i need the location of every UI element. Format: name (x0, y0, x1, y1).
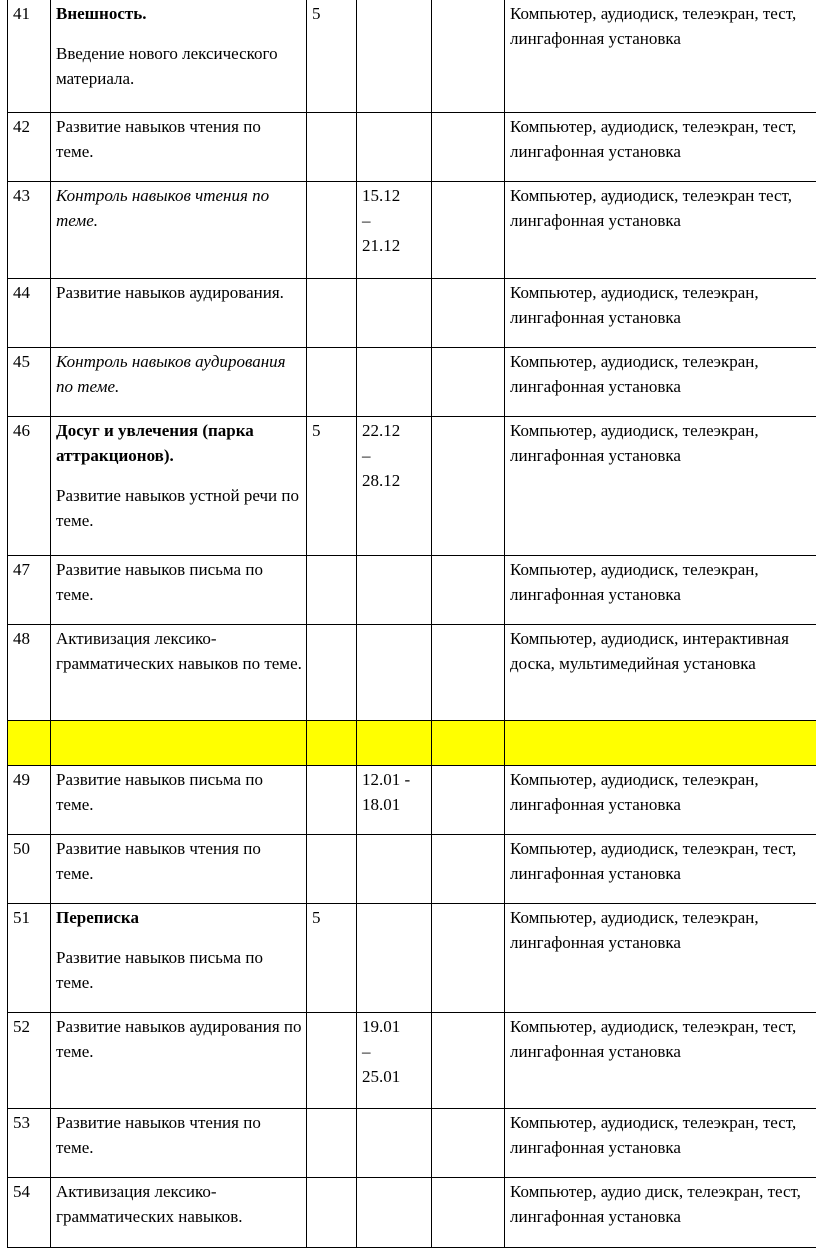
empty-cell (432, 0, 505, 113)
lesson-number: 53 (8, 1109, 51, 1178)
dates-cell (357, 0, 432, 113)
empty-cell (432, 904, 505, 1013)
table-row (8, 417, 816, 556)
lesson-topic-cell (51, 279, 307, 348)
dates-cell (357, 182, 432, 279)
hours-count (307, 625, 357, 721)
lesson-number: 52 (8, 1013, 51, 1109)
empty-cell (432, 556, 505, 625)
lesson-topic-cell (51, 904, 307, 1013)
lesson-description: Развитие навыков чтения по теме. (56, 114, 302, 164)
lesson-topic-cell (51, 417, 307, 556)
table-row (8, 348, 816, 417)
equipment-list: Компьютер, аудиодиск, телеэкран, лингафонная установка (505, 556, 816, 625)
lesson-number: 48 (8, 625, 51, 721)
empty-cell (432, 1178, 505, 1248)
hours-count: 5 (307, 417, 357, 556)
lesson-description: Активизация лексико-грамматических навыков. (56, 1179, 302, 1229)
table-row (8, 556, 816, 625)
hours-count (307, 1013, 357, 1109)
date-line: 15.12 (362, 183, 427, 208)
lesson-topic-cell (51, 182, 307, 279)
lesson-topic-cell (51, 556, 307, 625)
lesson-description: Развитие навыков чтения по теме. (56, 1110, 302, 1160)
table-row (8, 1109, 816, 1178)
lesson-description: Развитие навыков письма по теме. (56, 945, 302, 995)
equipment-list: Компьютер, аудиодиск, интерактивная доска, мультимедийная установка (505, 625, 816, 721)
lesson-number: 44 (8, 279, 51, 348)
empty-cell (432, 279, 505, 348)
table-row (8, 113, 816, 182)
lesson-number: 49 (8, 766, 51, 835)
hours-count: 5 (307, 0, 357, 113)
hours-count (307, 766, 357, 835)
dates-cell (357, 904, 432, 1013)
lesson-description: Введение нового лексического материала. (56, 41, 302, 91)
empty-cell (432, 113, 505, 182)
equipment-list: Компьютер, аудиодиск, телеэкран, лингафонная установка (505, 417, 816, 556)
lesson-description: Контроль навыков чтения по теме. (56, 183, 302, 233)
date-line: 28.12 (362, 468, 427, 493)
empty-cell (432, 417, 505, 556)
lesson-description: Контроль навыков аудирования по теме. (56, 349, 302, 399)
lesson-number: 41 (8, 0, 51, 113)
date-line: 12.01 - (362, 767, 427, 792)
dates-cell (357, 348, 432, 417)
empty-cell (432, 1013, 505, 1109)
hours-count (307, 721, 357, 766)
table-row (8, 766, 816, 835)
equipment-list: Компьютер, аудиодиск, телеэкран, лингафонная установка (505, 348, 816, 417)
equipment-list: Компьютер, аудиодиск, телеэкран тест, лингафонная установка (505, 182, 816, 279)
table-row (8, 1013, 816, 1109)
unit-title: Досуг и увлечения (парка аттракционов). (56, 418, 302, 468)
lesson-topic-cell (51, 1178, 307, 1248)
empty-cell (432, 721, 505, 766)
table-row (8, 904, 816, 1013)
table-row (8, 835, 816, 904)
lesson-number: 45 (8, 348, 51, 417)
lesson-description: Активизация лексико-грамматических навыков по теме. (56, 626, 302, 676)
table-row (8, 279, 816, 348)
date-line: – (362, 208, 427, 233)
lesson-number: 43 (8, 182, 51, 279)
dates-cell (357, 835, 432, 904)
dates-cell (357, 1013, 432, 1109)
spacer (56, 26, 302, 41)
lesson-description: Развитие навыков аудирования по теме. (56, 1014, 302, 1064)
lesson-description: Развитие навыков устной речи по теме. (56, 483, 302, 533)
hours-count (307, 182, 357, 279)
hours-count (307, 1178, 357, 1248)
lesson-number: 47 (8, 556, 51, 625)
hours-count (307, 1109, 357, 1178)
lesson-topic-cell (51, 625, 307, 721)
empty-cell (432, 1109, 505, 1178)
equipment-list: Компьютер, аудиодиск, телеэкран, лингафонная установка (505, 766, 816, 835)
hours-count (307, 835, 357, 904)
lesson-topic-cell (51, 113, 307, 182)
lesson-topic-cell (51, 766, 307, 835)
lesson-number: 54 (8, 1178, 51, 1248)
lesson-number: 46 (8, 417, 51, 556)
hours-count (307, 348, 357, 417)
dates-cell (357, 556, 432, 625)
empty-cell (432, 348, 505, 417)
dates-cell (357, 625, 432, 721)
equipment-list: Компьютер, аудиодиск, телеэкран, лингафонная установка (505, 279, 816, 348)
spacer (56, 930, 302, 945)
equipment-list: Компьютер, аудиодиск, телеэкран, тест, лингафонная установка (505, 1109, 816, 1178)
dates-cell (357, 417, 432, 556)
hours-count: 5 (307, 904, 357, 1013)
lesson-topic-cell (51, 348, 307, 417)
equipment-list: Компьютер, аудио диск, телеэкран, тест, лингафонная установка (505, 1178, 816, 1248)
lesson-topic-cell (51, 721, 307, 766)
hours-count (307, 113, 357, 182)
lesson-description: Развитие навыков письма по теме. (56, 767, 302, 817)
lesson-number (8, 721, 51, 766)
lesson-topic-cell (51, 0, 307, 113)
lesson-number: 51 (8, 904, 51, 1013)
date-line: – (362, 1039, 427, 1064)
lesson-description: Развитие навыков чтения по теме. (56, 836, 302, 886)
equipment-list: Компьютер, аудиодиск, телеэкран, тест, лингафонная установка (505, 113, 816, 182)
lesson-plan-table (7, 0, 816, 1248)
table-row (8, 625, 816, 721)
lesson-description: Развитие навыков письма по теме. (56, 557, 302, 607)
equipment-list: Компьютер, аудиодиск, телеэкран, лингафонная установка (505, 904, 816, 1013)
table-row (8, 721, 816, 766)
lesson-number: 50 (8, 835, 51, 904)
date-line: 22.12 (362, 418, 427, 443)
date-line: – (362, 443, 427, 468)
date-line: 18.01 (362, 792, 427, 817)
dates-cell (357, 279, 432, 348)
lesson-number: 42 (8, 113, 51, 182)
table-row (8, 1178, 816, 1248)
lesson-plan-body (8, 0, 816, 1248)
table-row (8, 0, 816, 113)
dates-cell (357, 766, 432, 835)
lesson-topic-cell (51, 1109, 307, 1178)
date-line: 19.01 (362, 1014, 427, 1039)
lesson-topic-cell (51, 835, 307, 904)
equipment-list: Компьютер, аудиодиск, телеэкран, тест, лингафонная установка (505, 1013, 816, 1109)
dates-cell (357, 113, 432, 182)
hours-count (307, 556, 357, 625)
empty-cell (432, 625, 505, 721)
date-line: 21.12 (362, 233, 427, 258)
table-row (8, 182, 816, 279)
equipment-list: Компьютер, аудиодиск, телеэкран, тест, лингафонная установка (505, 835, 816, 904)
lesson-description: Развитие навыков аудирования. (56, 280, 302, 305)
spacer (56, 468, 302, 483)
equipment-list (505, 721, 816, 766)
equipment-list: Компьютер, аудиодиск, телеэкран, тест, лингафонная установка (505, 0, 816, 113)
unit-title: Внешность. (56, 1, 302, 26)
empty-cell (432, 766, 505, 835)
date-line: 25.01 (362, 1064, 427, 1089)
empty-cell (432, 835, 505, 904)
dates-cell (357, 1109, 432, 1178)
dates-cell (357, 1178, 432, 1248)
lesson-topic-cell (51, 1013, 307, 1109)
hours-count (307, 279, 357, 348)
dates-cell (357, 721, 432, 766)
empty-cell (432, 182, 505, 279)
unit-title: Переписка (56, 905, 302, 930)
